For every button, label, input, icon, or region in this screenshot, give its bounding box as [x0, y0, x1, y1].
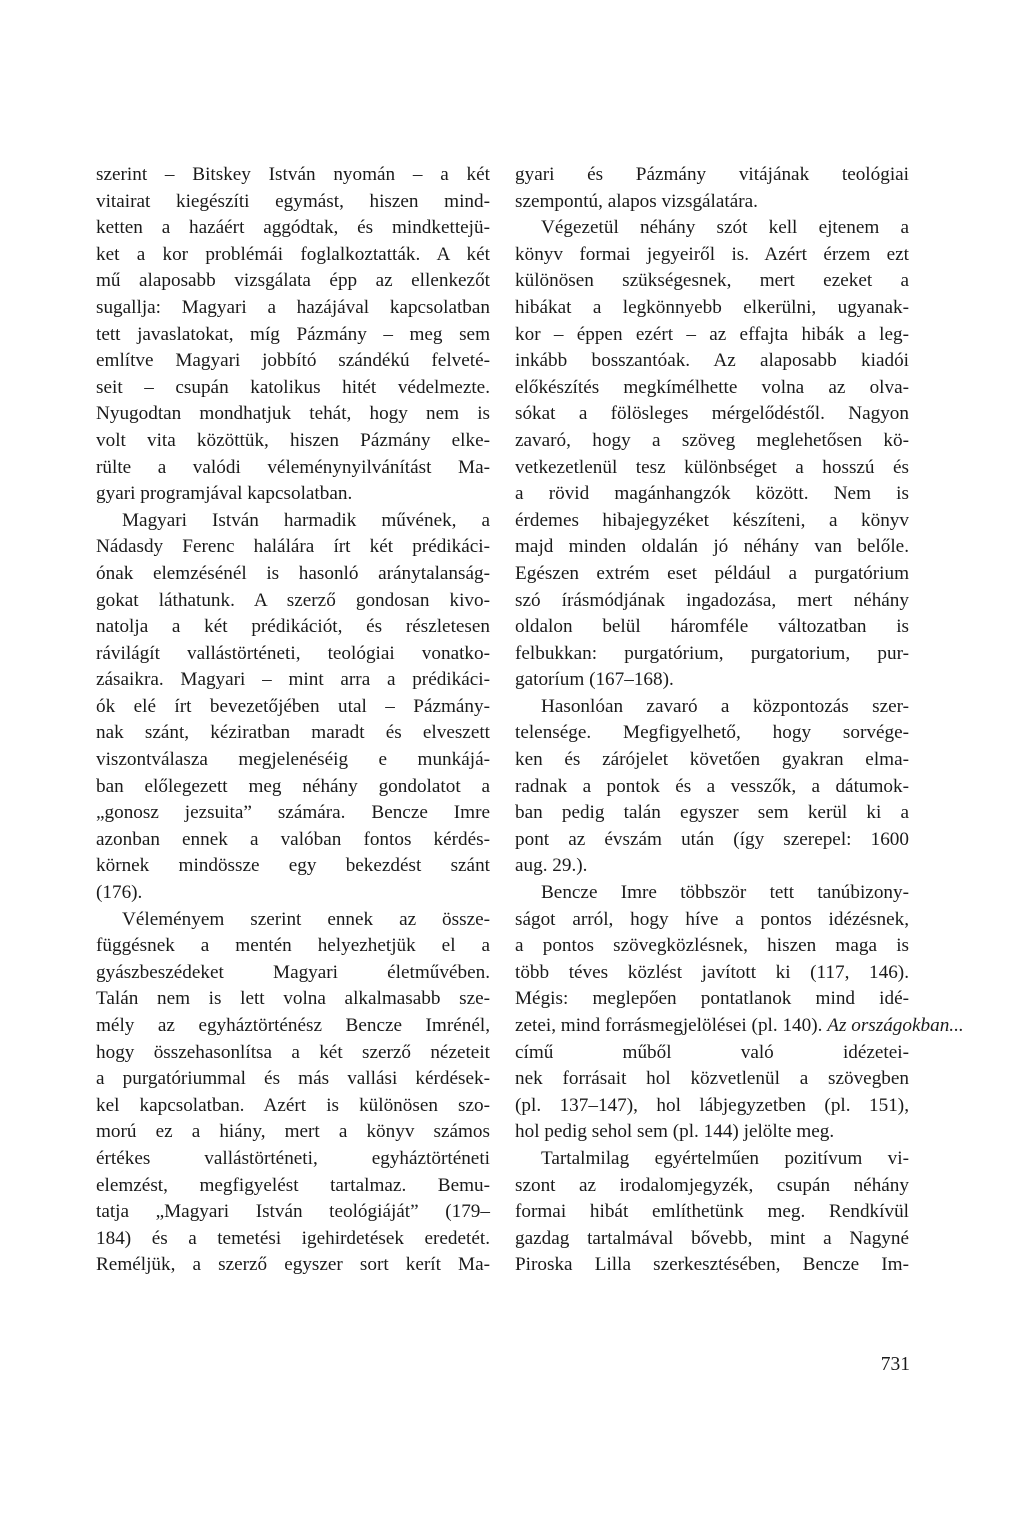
- text-line-with-italic-title: [515, 1013, 964, 1040]
- text-line: zásaikra. Magyari – mint arra a prédikáci-: [96, 669, 490, 691]
- text-line: rávilágít vallástörténeti, teológiai vonatko-: [96, 642, 490, 664]
- text-line: gyari és Pázmány vitájának teológiai: [515, 164, 909, 185]
- text-line: Mégis: meglepően pontatlanok mind idé-: [515, 988, 909, 1010]
- text-line: kor – éppen ezért – az effajta hibák a leg-: [515, 323, 909, 345]
- text-line: hogy összehasonlítsa a két szerző nézeteit: [96, 1041, 490, 1063]
- left-text-column: [96, 162, 490, 1279]
- text-line: függésnek a mentén helyezhetjük el a: [96, 935, 490, 957]
- text-line: (176).: [96, 882, 143, 904]
- text-line: radnak a pontok és a vesszők, a dátumok-: [515, 775, 909, 797]
- text-line: körnek mindössze egy bekezdést szánt: [96, 855, 490, 877]
- text-line: című műből való idézetei-: [515, 1041, 909, 1063]
- text-line: gokat láthatunk. A szerző gondosan kivo-: [96, 589, 490, 611]
- text-line: Egészen extrém eset például a purgatórium: [515, 562, 909, 584]
- text-line: Magyari István harmadik művének, a: [122, 509, 490, 531]
- text-line: sókat a fölösleges mérgelődéstől. Nagyon: [515, 403, 909, 425]
- text-line: majd minden oldalán jó néhány van belőle.: [515, 536, 909, 558]
- text-line: több téves közlést javított ki (117, 146).: [515, 961, 909, 983]
- text-line: a purgatóriummal és más vallási kérdések-: [96, 1068, 490, 1090]
- text-line: aug. 29.).: [515, 855, 588, 877]
- italic-book-title: Az országokban...: [827, 1015, 964, 1036]
- text-fragment: zetei, mind forrásmegjelölései (pl. 140).: [515, 1015, 828, 1036]
- text-line: Reméljük, a szerző egyszer sort kerít Ma-: [96, 1254, 490, 1276]
- text-line: tatja „Magyari István teológiáját” (179–: [96, 1201, 490, 1223]
- text-line: volt vita közöttük, hiszen Pázmány elke-: [96, 429, 490, 451]
- text-line: Végezetül néhány szót kell ejtenem a: [541, 217, 909, 239]
- text-line: ket a kor problémái foglalkoztatták. A két: [96, 243, 490, 265]
- text-line: zavaró, hogy a szöveg meglehetősen kö-: [515, 429, 909, 451]
- text-line: mű alaposabb vizsgálata épp az ellenkezőt: [96, 270, 490, 292]
- text-line: szont az irodalomjegyzék, csupán néhány: [515, 1174, 909, 1196]
- text-line: pont az évszám után (így szerepel: 1600: [515, 828, 909, 850]
- text-line: szerint – Bitskey István nyomán – a két: [96, 164, 490, 185]
- text-line: felbukkan: purgatórium, purgatorium, pur-: [515, 642, 909, 664]
- page-number: 731: [880, 1354, 910, 1375]
- text-line: gyászbeszédeket Magyari életművében.: [96, 961, 490, 983]
- text-line: vetkezetlenül tesz különbséget a hosszú és: [515, 456, 909, 478]
- text-line: különösen szükségesnek, mert ezeket a: [515, 270, 909, 292]
- text-line: Véleményem szerint ennek az össze-: [122, 908, 490, 930]
- text-line: Hasonlóan zavaró a központozás szer-: [541, 695, 909, 717]
- text-line: rülte a valódi véleménynyilvánítást Ma-: [96, 456, 490, 478]
- text-line: tett javaslatokat, míg Pázmány – meg sem: [96, 323, 490, 345]
- text-line: gyari programjával kapcsolatban.: [96, 483, 353, 505]
- text-line: mély az egyháztörténész Bencze Imrénél,: [96, 1015, 490, 1036]
- text-line: könyv formai jegyeiről is. Azért érzem ezt: [515, 243, 909, 265]
- text-line: szó írásmódjának ingadozása, mert néhány: [515, 589, 909, 611]
- text-line: Bencze Imre többször tett tanúbizony-: [541, 882, 909, 904]
- text-line: azonban ennek a valóban fontos kérdés-: [96, 828, 490, 850]
- text-line: hibákat a legkönnyebb elkerülni, ugyanak-: [515, 296, 909, 318]
- text-line: említve Magyari jobbító szándékú felveté-: [96, 350, 490, 372]
- text-line: ketten a hazáért aggódtak, és mindkettejü-: [96, 217, 490, 239]
- text-line: ságot arról, hogy híve a pontos idézésnek,: [515, 908, 909, 930]
- text-line: hol pedig sehol sem (pl. 144) jelölte meg.: [515, 1121, 835, 1143]
- text-line: ók elé írt bevezetőjében utal – Pázmány-: [96, 695, 490, 717]
- text-line: kel kapcsolatban. Azért is különösen szo-: [96, 1094, 490, 1116]
- text-line: Piroska Lilla szerkesztésében, Bencze Im-: [515, 1254, 909, 1276]
- text-line: nak szánt, kéziratban maradt és elveszett: [96, 722, 490, 744]
- text-line: érdemes hibajegyzéket készíteni, a könyv: [515, 509, 909, 531]
- text-line: seit – csupán katolikus hitét védelmezte.: [96, 376, 490, 398]
- text-line: ban előlegezett meg néhány gondolatot a: [96, 775, 490, 797]
- text-line: sugallja: Magyari a hazájával kapcsolatban: [96, 296, 490, 318]
- text-line: morú ez a hiány, mert a könyv számos: [96, 1121, 490, 1143]
- text-line: 184) és a temetési igehirdetések eredetét.: [96, 1227, 490, 1249]
- text-line: Talán nem is lett volna alkalmasabb sze-: [96, 988, 490, 1010]
- text-line: gazdag tartalmával bővebb, mint a Nagyné: [515, 1227, 909, 1249]
- text-line: formai hibát említhetünk meg. Rendkívül: [515, 1201, 909, 1223]
- text-line: elemzést, megfigyelést tartalmaz. Bemu-: [96, 1174, 490, 1196]
- text-line: gatoríum (167–168).: [515, 669, 674, 691]
- text-line: a pontos szövegközlésnek, hiszen maga is: [515, 935, 909, 957]
- text-line: vitairat kiegészíti egymást, hiszen mind-: [96, 190, 490, 212]
- text-line: ban pedig talán egyszer sem kerül ki a: [515, 802, 909, 824]
- text-line: ken és zárójelet követően gyakran elma-: [515, 749, 909, 771]
- text-line: ónak elemzésénél is hasonló aránytalanság-: [96, 562, 490, 584]
- text-line: Tartalmilag egyértelműen pozitívum vi-: [541, 1147, 909, 1169]
- text-line: Nyugodtan mondhatjuk tehát, hogy nem is: [96, 403, 490, 425]
- text-line: inkább bosszantóak. Az alaposabb kiadói: [515, 350, 909, 372]
- text-line: „gonosz jezsuita” számára. Bencze Imre: [96, 802, 490, 824]
- text-line: oldalon belül háromféle változatban is: [515, 616, 909, 638]
- text-line: natolja a két prédikációt, és részletesen: [96, 616, 490, 638]
- text-line: Nádasdy Ferenc halálára írt két prédikáci-: [96, 536, 490, 558]
- text-line: a rövid magánhangzók között. Nem is: [515, 483, 909, 505]
- text-line: előkészítés megkímélhette volna az olva-: [515, 376, 909, 398]
- right-text-column: [515, 162, 964, 1279]
- text-line: (pl. 137–147), hol lábjegyzetben (pl. 151),: [515, 1094, 909, 1116]
- text-line: viszontválasza megjelenéséig e munkájá-: [96, 749, 490, 771]
- text-line: értékes vallástörténeti, egyháztörténeti: [96, 1147, 490, 1169]
- text-line: szempontú, alapos vizsgálatára.: [515, 190, 758, 212]
- text-line: nek forrásait hol közvetlenül a szövegben: [515, 1068, 909, 1090]
- text-line: telensége. Megfigyelhető, hogy sorvége-: [515, 722, 909, 744]
